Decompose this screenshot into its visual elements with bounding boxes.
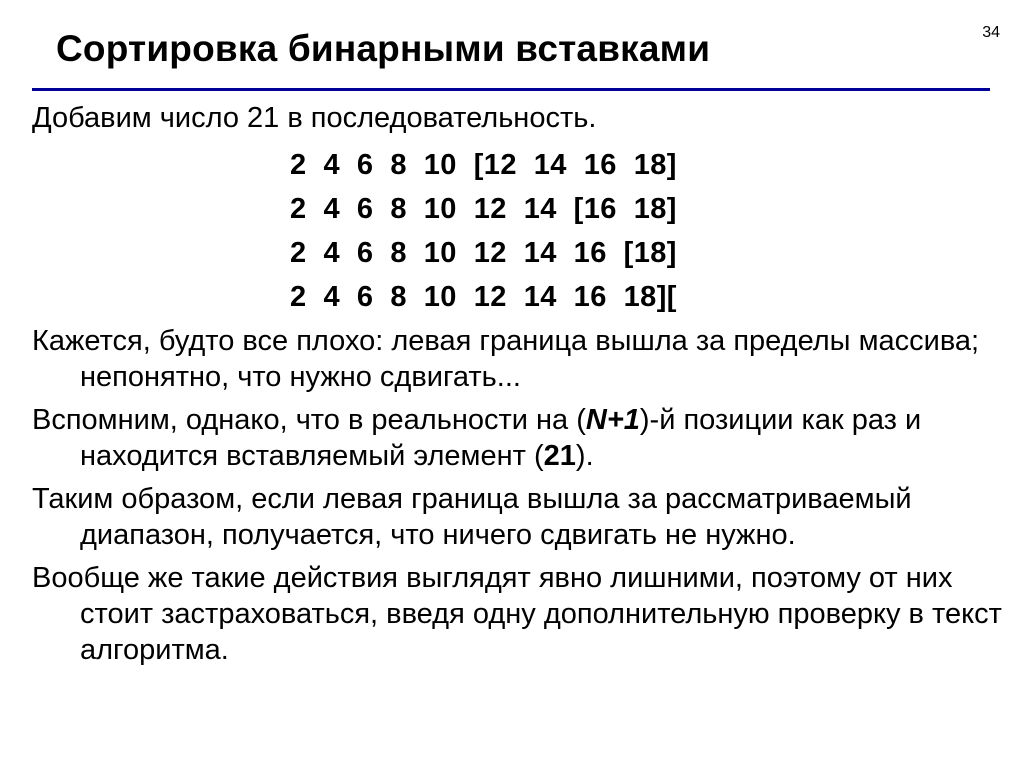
- recall-text-2: )-й позиции как раз и находится вставляемый элемент (: [80, 404, 922, 472]
- n-plus-one-formula: N+1: [585, 404, 640, 436]
- paragraph-recommendation: Вообще же такие действия выглядят явно лишними, поэтому от них стоит застраховаться, введя одну дополнительную проверку в текст алгоритма.: [32, 562, 1002, 666]
- paragraph-recall: [32, 402, 1007, 474]
- intro-paragraph: Добавим число 21 в последовательность.: [32, 102, 597, 134]
- sequence-block: [32, 143, 1007, 319]
- slide-number: 34: [982, 24, 1000, 41]
- paragraph-problem: Кажется, будто все плохо: левая граница вышла за пределы массива; непонятно, что нужно сдвигать...: [32, 325, 980, 393]
- title-divider: [32, 88, 990, 91]
- recall-text-1: Вспомним, однако, что в реальности на (: [32, 404, 586, 436]
- inserted-value: 21: [543, 440, 576, 472]
- sequence-line: 2 4 6 8 10 [12 14 16 18]: [290, 149, 677, 181]
- recall-text-3: ).: [575, 440, 594, 472]
- paragraph-conclusion: Таким образом, если левая граница вышла за рассматриваемый диапазон, получается, что ничего сдвигать не нужно.: [32, 483, 912, 551]
- sequence-line: 2 4 6 8 10 12 14 16 [18]: [290, 237, 677, 269]
- sequence-line: 2 4 6 8 10 12 14 16 18][: [290, 281, 677, 313]
- sequence-line: 2 4 6 8 10 12 14 [16 18]: [290, 193, 677, 225]
- slide-content: [32, 100, 1007, 668]
- slide-title: Сортировка бинарными вставками: [56, 28, 711, 69]
